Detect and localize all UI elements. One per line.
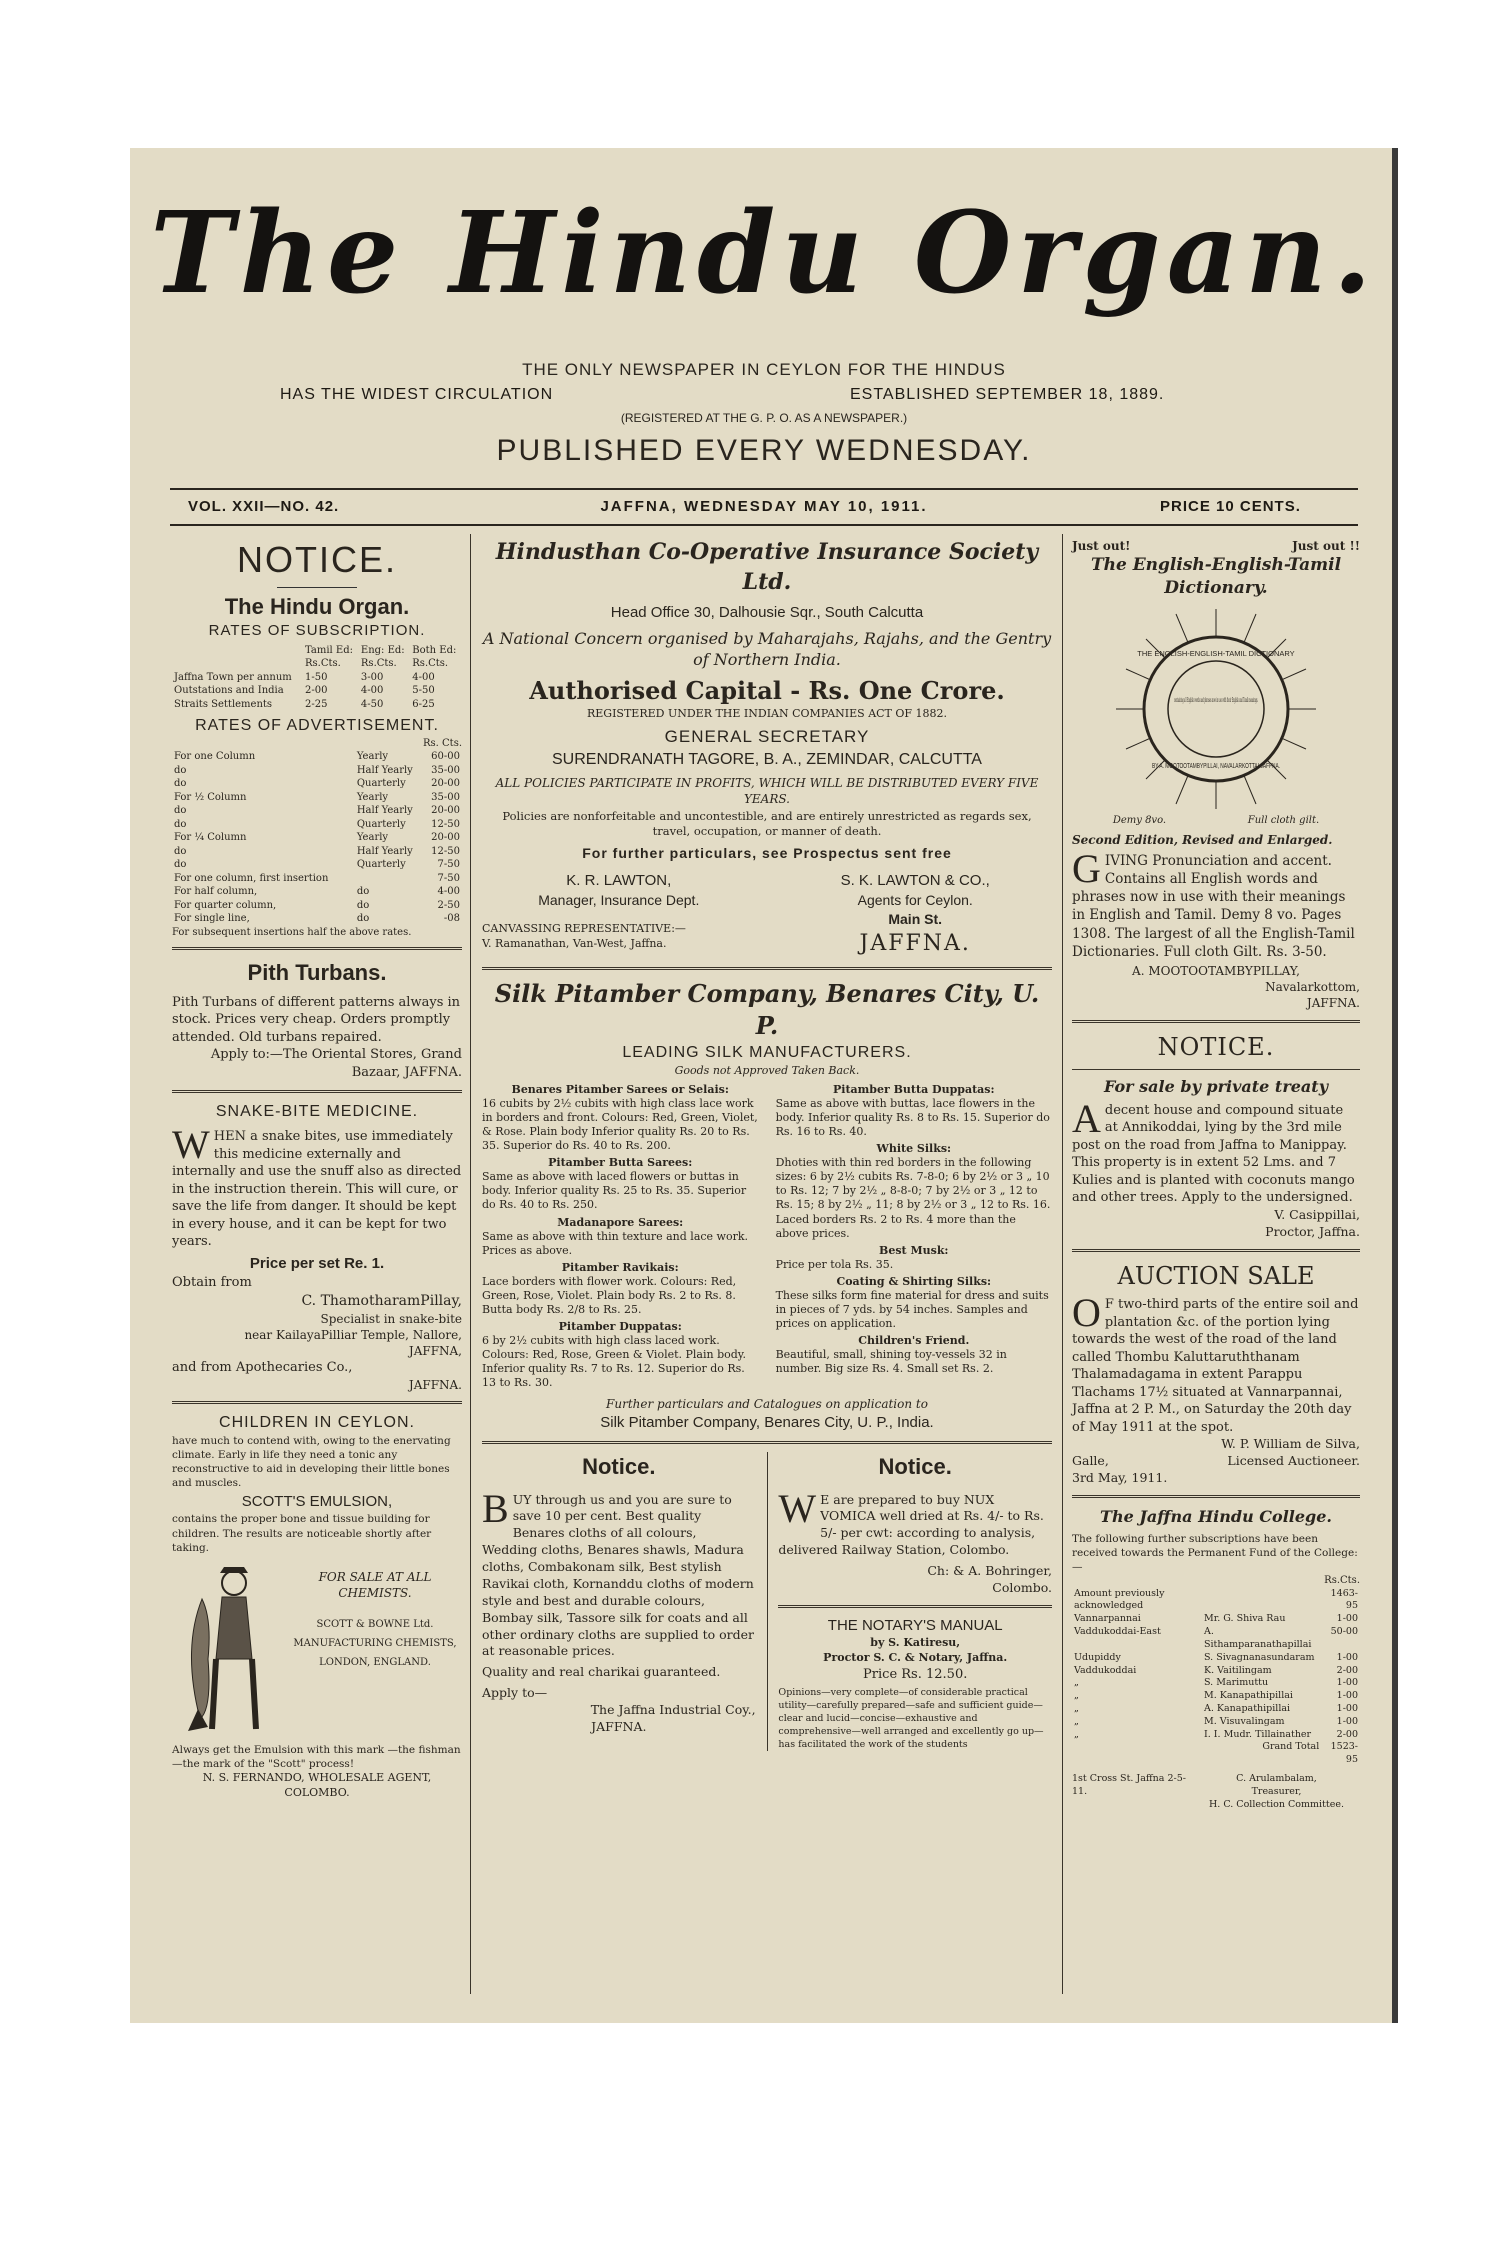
list-item: These silks form fine material for dress and suits in pieces of 7 yds. by 54 inches. Samples and prices on application.: [775, 1288, 1049, 1331]
list-item-heading: Benares Pitamber Sarees or Selais:: [511, 1082, 729, 1096]
list-item-heading: Madanapore Sarees:: [557, 1215, 684, 1229]
dict-sign: A. MOOTOOTAMBYPILLAY,: [1132, 964, 1300, 979]
table-row: [1072, 1613, 1360, 1626]
college-cell: Mr. G. Shiva Rau: [1204, 1613, 1286, 1625]
adv-cell: 20-00: [431, 832, 460, 844]
advertisement-heading: RATES OF ADVERTISEMENT.: [195, 717, 439, 735]
adv-cell: do: [174, 764, 187, 776]
notice-a-name: The Jaffna Industrial Coy.,: [590, 1702, 756, 1718]
scott-maker: SCOTT & BOWNE Ltd. MANUFACTURING CHEMISTS, LONDON, ENGLAND.: [293, 1619, 457, 1669]
auction-body: F two-third parts of the entire soil and plantation &c. of the portion lying towards the west of the road of the land called Thombu Kaluttaruththanam Thalamadagama in extent Parappu Tlachams 17½ situated at Vannarpannai, Jaffna at 2 P. M., on Saturday the 20th day of May 1911 at the spot.: [1072, 1297, 1359, 1435]
insurance-nonforfeit: Policies are nonforfeitable and uncontestible, and are entirely unrestricted as regards sex, travel, occupation, or manner of death.: [502, 808, 1032, 839]
adv-cell: 4-00: [437, 886, 460, 898]
table-row: [172, 885, 462, 899]
notary-heading: THE NOTARY'S MANUAL: [827, 1616, 1003, 1634]
children-heading: CHILDREN IN CEYLON.: [219, 1413, 415, 1431]
college-cell: „: [1074, 1677, 1079, 1689]
dict-town: JAFFNA.: [1306, 996, 1360, 1011]
adv-cell: do: [174, 805, 187, 817]
subs-head-2: Eng: Ed:: [360, 644, 405, 656]
adv-cell: 20-00: [431, 778, 460, 790]
divider: [482, 967, 1052, 970]
notary-by: by S. Katiresu,: [870, 1636, 961, 1650]
table-row: [172, 872, 462, 886]
adv-cell: Quarterly: [356, 859, 406, 871]
insurance-agents: Agents for Ceylon.: [857, 892, 973, 909]
notice-right-heading: NOTICE.: [1157, 1032, 1275, 1061]
adv-cell: For one column, first insertion: [174, 872, 329, 884]
snake-obtain: Obtain from: [172, 1275, 252, 1291]
college-cell: 1463-95: [1330, 1587, 1358, 1612]
table-row: [1072, 1652, 1360, 1665]
college-cell: Vaddukoddai-East: [1074, 1626, 1161, 1638]
adv-cell: 12-50: [431, 845, 460, 857]
private-role: Proctor, Jaffna.: [1265, 1223, 1360, 1239]
insurance-main: Main St.: [888, 911, 943, 928]
notice-a-dropcap: B: [482, 1485, 509, 1531]
college-foot-left: 1st Cross St. Jaffna 2-5-11.: [1072, 1773, 1186, 1797]
adv-cell: For half column,: [174, 886, 258, 898]
auction-place: Galle,: [1072, 1453, 1109, 1469]
notice-a-heading: Notice.: [582, 1453, 656, 1479]
college-cell: K. Vaitilingam: [1204, 1664, 1272, 1676]
snake-heading: SNAKE-BITE MEDICINE.: [215, 1102, 419, 1120]
column-divider-left: [470, 534, 471, 1994]
scott-agent: N. S. FERNANDO, WHOLESALE AGENT, COLOMBO.: [202, 1771, 432, 1800]
snake-addr: near KailayaPilliar Temple, Nallore,: [244, 1327, 462, 1342]
notice-a-body: UY through us and you are sure to save 10 per cent. Best quality Benares cloths of all colours, Wedding cloths, Benares shawls, Madura cloths, Combakonam silk, Best stylish Ravikai cloth, Kornanddu cloths of modern style and best and durable colours, Bombay silk, Tassore silk for coats and all other ordinary cloths are supplied to order at reasonable prices.: [482, 1491, 754, 1659]
college-unit: Rs.Cts.: [1324, 1575, 1360, 1587]
subs-cell: 5-50: [412, 685, 435, 697]
list-item: Same as above with thin texture and lace work. Prices as above.: [482, 1229, 748, 1257]
snake-name: C. ThamotharamPillay,: [301, 1292, 462, 1309]
notary-price: Price Rs. 12.50.: [863, 1666, 968, 1682]
subs-cell: 1-50: [305, 671, 328, 683]
insurance-manager: Manager, Insurance Dept.: [538, 892, 700, 909]
scott-sale: FOR SALE AT ALL CHEMISTS.: [318, 1570, 432, 1601]
divider: [172, 947, 462, 950]
insurance-registered: REGISTERED UNDER THE INDIAN COMPANIES ACT OF 1882.: [586, 707, 948, 721]
divider: [277, 587, 357, 588]
silk-leading: LEADING SILK MANUFACTURERS.: [622, 1044, 912, 1062]
adv-cell: 35-00: [431, 764, 460, 776]
insurance-concern: A National Concern organised by Maharajahs, Rajahs, and the Gentry of Northern India.: [482, 628, 1052, 670]
scott-body: contains the proper bone and tissue building for children. The results are noticeable shortly after taking.: [172, 1513, 432, 1554]
college-cell: Udupiddy: [1074, 1651, 1121, 1663]
list-item-heading: White Silks:: [876, 1142, 952, 1156]
subs-unit-2: Rs.Cts.: [360, 658, 397, 670]
notary-role: Proctor S. C. & Notary, Jaffna.: [823, 1650, 1008, 1664]
seal-top-text: THE ENGLISH-ENGLISH-TAMIL DICTIONARY: [1137, 649, 1295, 659]
adv-cell: Yearly: [356, 751, 389, 763]
dict-body: IVING Pronunciation and accent. Contains all English words and phrases now in use with their meanings in English and Tamil. Demy 8 vo. Pages 1308. The largest of all the English-Tamil Dictionaries. Full cloth Gilt. Rs. 3-50.: [1072, 852, 1355, 960]
list-item-heading: Pitamber Ravikais:: [561, 1260, 679, 1274]
list-item-heading: Pitamber Butta Sarees:: [548, 1156, 693, 1170]
notice-a-quality: Quality and real charikai guaranteed.: [482, 1664, 721, 1680]
newspaper-page: [130, 148, 1398, 2023]
subs-unit-3: Rs.Cts.: [412, 658, 449, 670]
college-foot-r3: H. C. Collection Committee.: [1209, 1798, 1344, 1810]
table-row: [1072, 1729, 1360, 1742]
adv-cell: do: [174, 859, 187, 871]
column-divider: [767, 1452, 768, 1751]
table-row: [1072, 1716, 1360, 1729]
column-divider-right: [1062, 534, 1063, 1994]
adv-cell: Quarterly: [356, 778, 406, 790]
snake-also: and from Apothecaries Co.,: [172, 1360, 353, 1376]
list-item: Beautiful, small, shining toy-vessels 32 in number. Big size Rs. 4. Small set Rs. 2.: [775, 1348, 1007, 1376]
subs-cell: Outstations and India: [174, 685, 284, 697]
table-row: [1072, 1626, 1360, 1652]
adv-cell: For one Column: [174, 751, 256, 763]
subs-head-3: Both Ed:: [412, 644, 457, 656]
insurance-canvass-name: V. Ramanathan, Van-West, Jaffna.: [482, 936, 667, 950]
notice-b-town: Colombo.: [992, 1579, 1052, 1595]
table-row: [172, 684, 462, 698]
table-row: [1072, 1690, 1360, 1703]
college-foot-r1: C. Arulambalam,: [1236, 1773, 1317, 1785]
auction-sign: W. P. William de Silva,: [1221, 1436, 1360, 1452]
list-item: Dhoties with thin red borders in the following sizes: 6 by 2½ cubits Rs. 7-8-0; 6 by 2½ or 3 „ 10 to Rs. 12; 7 by 2½ „ 8-8-0; 7 by 2½ or 3 „ 12 to Rs. 15; 8 by 2½ „ 11; 8 by 2½ or 3 „ 12 to Rs. 16. Laced borders Rs. 2 to Rs. 4 more than the above prices.: [775, 1156, 1051, 1240]
table-row: [172, 858, 462, 872]
notice-b-dropcap: W: [778, 1485, 817, 1531]
adv-note: For subsequent insertions half the above rates.: [172, 926, 412, 938]
subs-cell: Jaffna Town per annum: [174, 671, 292, 683]
insurance-head-office: Head Office 30, Dalhousie Sqr., South Calcutta: [610, 604, 924, 622]
masthead-tagline: THE ONLY NEWSPAPER IN CEYLON FOR THE HINDUS: [522, 360, 1006, 379]
notice-a-town: JAFFNA.: [591, 1718, 647, 1734]
children-body: have much to contend with, owing to the enervating climate. Early in life they need a tonic any reconstructive to aid in developing their little bones and muscles.: [172, 1434, 451, 1490]
masthead-circulation: HAS THE WIDEST CIRCULATION: [280, 386, 554, 403]
subs-cell: 6-25: [412, 698, 435, 710]
divider: [1072, 1069, 1360, 1070]
silk-goods: Goods not Approved Taken Back.: [674, 1063, 860, 1077]
list-item: Price per tola Rs. 35.: [775, 1257, 894, 1271]
dict-place: Navalarkottom,: [1265, 980, 1360, 995]
insurance-heading: Hindusthan Co-Operative Insurance Society Ltd.: [495, 539, 1039, 595]
list-item: 16 cubits by 2½ cubits with high class lace work in borders and front. Colours: Red, Green, Violet, & Rose. Plain body Inferior quality Rs. 20 to Rs. 35. Superior do Rs. 40 to Rs. 200.: [482, 1096, 758, 1153]
adv-cell: 7-50: [437, 859, 460, 871]
auction-date: 3rd May, 1911.: [1072, 1470, 1168, 1486]
divider: [778, 1605, 1052, 1608]
subs-cell: 2-00: [305, 685, 328, 697]
snake-spec: Specialist in snake-bite: [320, 1311, 462, 1326]
adv-cell: Half Yearly: [356, 764, 413, 776]
snake-town: JAFFNA,: [408, 1344, 462, 1359]
masthead-title: The Hindu Organ.: [150, 188, 1378, 319]
table-row: [172, 671, 462, 685]
dict-dropcap: G: [1072, 845, 1101, 891]
subs-cell: 4-50: [360, 698, 384, 710]
college-cell: 1-00: [1336, 1613, 1358, 1625]
adv-cell: For ½ Column: [174, 791, 247, 803]
insurance-canvass: CANVASSING REPRESENTATIVE:—: [482, 922, 686, 936]
table-row: [172, 831, 462, 845]
subs-cell: 4-00: [412, 671, 435, 683]
college-heading: The Jaffna Hindu College.: [1100, 1507, 1332, 1527]
insurance-policies: ALL POLICIES PARTICIPATE IN PROFITS, WHICH WILL BE DISTRIBUTED EVERY FIVE YEARS.: [495, 775, 1039, 806]
subscription-heading: RATES OF SUBSCRIPTION.: [208, 622, 426, 640]
private-heading: For sale by private treaty: [1104, 1077, 1328, 1097]
subs-cell: 3-00: [360, 671, 384, 683]
adv-cell: Half Yearly: [356, 845, 413, 857]
pith-body: Pith Turbans of different patterns always in stock. Prices very cheap. Orders promptly attended. Old turbans repaired.: [172, 994, 461, 1045]
auction-heading: AUCTION SALE: [1117, 1261, 1315, 1290]
seal-bottom-text: BY A. MOOTOOTAMBYPILLAI, NAVALARKOTTAI-JAFFNA.: [1152, 763, 1281, 771]
masthead-rule-bottom: [170, 524, 1358, 526]
adv-cell: For single line,: [174, 913, 250, 925]
college-cell: „: [1074, 1702, 1079, 1714]
college-cell: M. Visuvalingam: [1204, 1715, 1285, 1727]
silk-heading: Silk Pitamber Company, Benares City, U. P.: [494, 978, 1040, 1040]
college-cell: S. Sivagnanasundaram: [1204, 1651, 1315, 1663]
private-sign: V. Casippillai,: [1274, 1206, 1360, 1222]
masthead-established: ESTABLISHED SEPTEMBER 18, 1889.: [850, 386, 1165, 403]
dictionary-seal: [1072, 604, 1360, 814]
table-row: [172, 750, 462, 764]
college-cell: 1-00: [1336, 1715, 1358, 1727]
notice-nux: [778, 1452, 1052, 1751]
insurance-co: S. K. LAWTON & CO.,: [840, 871, 990, 889]
adv-cell: For quarter column,: [174, 899, 277, 911]
snake-price: Price per set Re. 1.: [249, 1254, 385, 1272]
adv-cell: do: [356, 886, 370, 898]
pith-apply: Apply to:—The Oriental Stores, Grand Bazaar, JAFFNA.: [210, 1047, 462, 1080]
auction-dropcap: O: [1072, 1290, 1101, 1336]
table-row: [1072, 1703, 1360, 1716]
masthead-volume: VOL. XXII—NO. 42.: [188, 498, 340, 515]
college-cell: „: [1074, 1715, 1079, 1727]
masthead-rule-top: [170, 488, 1358, 490]
dict-demy: Demy 8vo.: [1112, 815, 1167, 827]
adv-cell: Yearly: [356, 832, 389, 844]
college-cell: Amount previously acknowledged: [1074, 1587, 1165, 1612]
divider: [1072, 1249, 1360, 1252]
subs-head-0: [172, 644, 303, 658]
subs-head-1: Tamil Ed:: [305, 644, 353, 656]
dict-cloth: Full cloth gilt.: [1247, 815, 1320, 827]
college-cell: Vannarpannai: [1074, 1613, 1141, 1625]
adv-cell: -08: [443, 913, 460, 925]
adv-cell: do: [174, 845, 187, 857]
college-cell: 2-00: [1336, 1728, 1358, 1740]
adv-cell: [355, 872, 424, 886]
insurance-lawton: K. R. LAWTON,: [566, 871, 672, 889]
table-row: [172, 845, 462, 859]
divider: [1072, 1020, 1360, 1023]
adv-cell: do: [174, 778, 187, 790]
silk-right-list: [776, 1083, 1052, 1391]
snake-text: [172, 1122, 462, 1251]
adv-cell: 60-00: [431, 751, 460, 763]
silk-further: Further particulars and Catalogues on application to: [606, 1397, 928, 1412]
pith-heading: Pith Turbans.: [247, 960, 387, 986]
masthead-dateline: JAFFNA, WEDNESDAY MAY 10, 1911.: [600, 498, 928, 515]
silk-left-list: [482, 1083, 758, 1391]
college-cell: Vaddukoddai: [1074, 1664, 1137, 1676]
masthead-published: PUBLISHED EVERY WEDNESDAY.: [496, 434, 1032, 467]
insurance-jaffna: JAFFNA.: [859, 930, 971, 956]
paper-name: The Hindu Organ.: [224, 593, 410, 619]
subscription-table: [172, 644, 462, 712]
table-row: [172, 818, 462, 832]
divider: [482, 1441, 1052, 1444]
college-cell: 1-00: [1336, 1702, 1358, 1714]
table-row: [1072, 1741, 1360, 1767]
insurance-further: For further particulars, see Prospectus sent free: [582, 844, 952, 861]
notary-opinions: Opinions—very complete—of considerable practical utility—carefully prepared—safe and sufficient guide—clear and lucid—concise—exhaustive and comprehensive—well arranged and excellently go up—has facilitated the work of the students: [778, 1687, 1044, 1750]
snake-body: HEN a snake bites, use immediately this medicine externally and internally and use the snuff also as directed in the instruction therein. This will cure, or save the life from danger. It should be kept in every house, and it can be kept for two years.: [172, 1129, 462, 1250]
auction-role: Licensed Auctioneer.: [1227, 1453, 1360, 1469]
column-left: [172, 536, 462, 1801]
insurance-secretary: GENERAL SECRETARY: [664, 727, 870, 747]
table-row: [1072, 1665, 1360, 1678]
adv-cell: 12-50: [431, 818, 460, 830]
notice-industrial: [482, 1452, 756, 1751]
insurance-secretary-name: SURENDRANATH TAGORE, B. A., ZEMINDAR, CALCUTTA: [552, 750, 982, 768]
college-cell: „: [1074, 1728, 1079, 1740]
insurance-capital: Authorised Capital - Rs. One Crore.: [529, 675, 1005, 705]
table-row: [1072, 1588, 1360, 1614]
list-item-heading: Children's Friend.: [858, 1334, 970, 1348]
subs-cell: 2-25: [305, 698, 328, 710]
table-row: [172, 791, 462, 805]
adv-cell: do: [356, 899, 370, 911]
table-row: [172, 804, 462, 818]
college-cell: „: [1074, 1690, 1079, 1702]
college-cell: I. I. Mudr. Tillainather: [1204, 1728, 1312, 1740]
silk-footer: Silk Pitamber Company, Benares City, U. P., India.: [600, 1413, 934, 1431]
college-cell: A. Sithamparanathapillai: [1204, 1626, 1312, 1650]
adv-cell: 2-50: [437, 899, 460, 911]
notice-b-heading: Notice.: [878, 1453, 952, 1479]
scott-heading: SCOTT'S EMULSION,: [241, 1493, 393, 1511]
college-cell: 1-00: [1336, 1677, 1358, 1689]
adv-cell: do: [174, 818, 187, 830]
column-right: [1072, 538, 1360, 1811]
seal-mid-text: containing all English words and phrases now in use with their English and Tamil meanings.: [1174, 697, 1259, 705]
college-total: 1523-95: [1330, 1741, 1358, 1766]
table-row: [172, 698, 462, 712]
table-row: [172, 912, 462, 926]
just-out-left: Just out!: [1072, 539, 1131, 553]
snake-dropcap: W: [172, 1122, 210, 1168]
list-item: Same as above with laced flowers or buttas in body. Inferior quality Rs. 25 to Rs. 35. Superior do Rs. 40 to Rs. 250.: [482, 1170, 747, 1212]
adv-cell: Quarterly: [356, 818, 406, 830]
divider: [172, 1090, 462, 1093]
adv-cell: 20-00: [431, 805, 460, 817]
college-cell: 1-00: [1336, 1651, 1358, 1663]
table-row: [1072, 1677, 1360, 1690]
adv-cell: 35-00: [431, 791, 460, 803]
list-item-heading: Coating & Shirting Silks:: [836, 1274, 992, 1288]
adv-cell: Half Yearly: [356, 805, 413, 817]
private-body: decent house and compound situate at Annikoddai, lying by the 3rd mile post on the road from Jaffna to Manippay. This property is in extent 52 Lms. and 7 Kulies and is planted with coconuts mango and other trees. Apply to the undersigned.: [1072, 1102, 1355, 1206]
table-row: [172, 764, 462, 778]
masthead-price: PRICE 10 CENTS.: [1160, 498, 1301, 515]
college-cell: M. Kanapathipillai: [1204, 1690, 1293, 1702]
scott-tag: Always get the Emulsion with this mark —the fishman—the mark of the "Scott" process!: [172, 1744, 461, 1771]
list-item: Lace borders with flower work. Colours: Red, Green, Rose, Violet. Plain body Rs. 2 to Rs. 8. Butta body Rs. 2/8 to Rs. 25.: [482, 1274, 737, 1316]
subs-cell: Straits Settlements: [174, 698, 273, 710]
college-cell: A. Kanapathipillai: [1204, 1702, 1291, 1714]
divider: [172, 1401, 462, 1404]
table-row: [172, 777, 462, 791]
subs-unit-1: Rs.Cts.: [305, 658, 341, 670]
fishman-illustration: [172, 1559, 282, 1739]
notice-b-body: E are prepared to buy NUX VOMICA well dried at Rs. 4/- to Rs. 5/- per cwt: according to analysis, delivered Railway Station, Colombo.: [778, 1491, 1044, 1558]
college-intro: The following further subscriptions have been received towards the Permanent Fund of the College:—: [1072, 1532, 1358, 1573]
adv-cell: 7-50: [437, 872, 460, 884]
list-item-heading: Pitamber Duppatas:: [558, 1320, 682, 1334]
subs-cell: 4-00: [360, 685, 384, 697]
advertisement-table: [172, 750, 462, 926]
table-row: [172, 899, 462, 913]
snake-town2: JAFFNA.: [408, 1377, 462, 1392]
notice-a-apply: Apply to—: [482, 1685, 548, 1701]
college-cell: [1202, 1588, 1321, 1614]
list-item: Same as above with buttas, lace flowers in the body. Inferior quality Rs. 8 to Rs. 15. Superior do Rs. 16 to Rs. 40.: [775, 1096, 1050, 1139]
college-cell: 1-00: [1336, 1690, 1358, 1702]
college-cell: S. Marimuttu: [1204, 1677, 1269, 1689]
college-table: [1072, 1588, 1360, 1767]
college-cell: 50-00: [1330, 1626, 1358, 1638]
list-item-heading: Pitamber Butta Duppatas:: [833, 1082, 995, 1096]
adv-cell: do: [356, 913, 370, 925]
adv-cell: Yearly: [356, 791, 389, 803]
college-total-label: Grand Total: [1262, 1741, 1320, 1753]
subs-unit-0: [172, 657, 303, 671]
adv-unit: Rs. Cts.: [423, 737, 462, 749]
masthead-registered: (REGISTERED AT THE G. P. O. AS A NEWSPAPER.): [620, 411, 908, 425]
notice-b-sign: Ch: & A. Bohringer,: [927, 1563, 1052, 1579]
divider: [1072, 1495, 1360, 1498]
notice-heading: NOTICE.: [236, 539, 397, 580]
column-center: [482, 538, 1052, 1751]
list-item-heading: Best Musk:: [879, 1243, 949, 1257]
college-cell: 2-00: [1336, 1664, 1358, 1676]
college-foot-r2: Treasurer,: [1251, 1785, 1302, 1797]
list-item: 6 by 2½ cubits with high class laced work. Colours: Red, Rose, Green & Violet. Plain body. Inferior quality Rs. 7 to Rs. 12. Superior do Rs. 13 to Rs. 30.: [482, 1334, 747, 1390]
dictionary-heading: The English-English-Tamil Dictionary.: [1090, 555, 1342, 599]
private-dropcap: A: [1072, 1095, 1101, 1141]
adv-cell: For ¼ Column: [174, 832, 247, 844]
just-out-right: Just out !!: [1292, 539, 1360, 553]
dict-edition: Second Edition, Revised and Enlarged.: [1072, 832, 1333, 847]
